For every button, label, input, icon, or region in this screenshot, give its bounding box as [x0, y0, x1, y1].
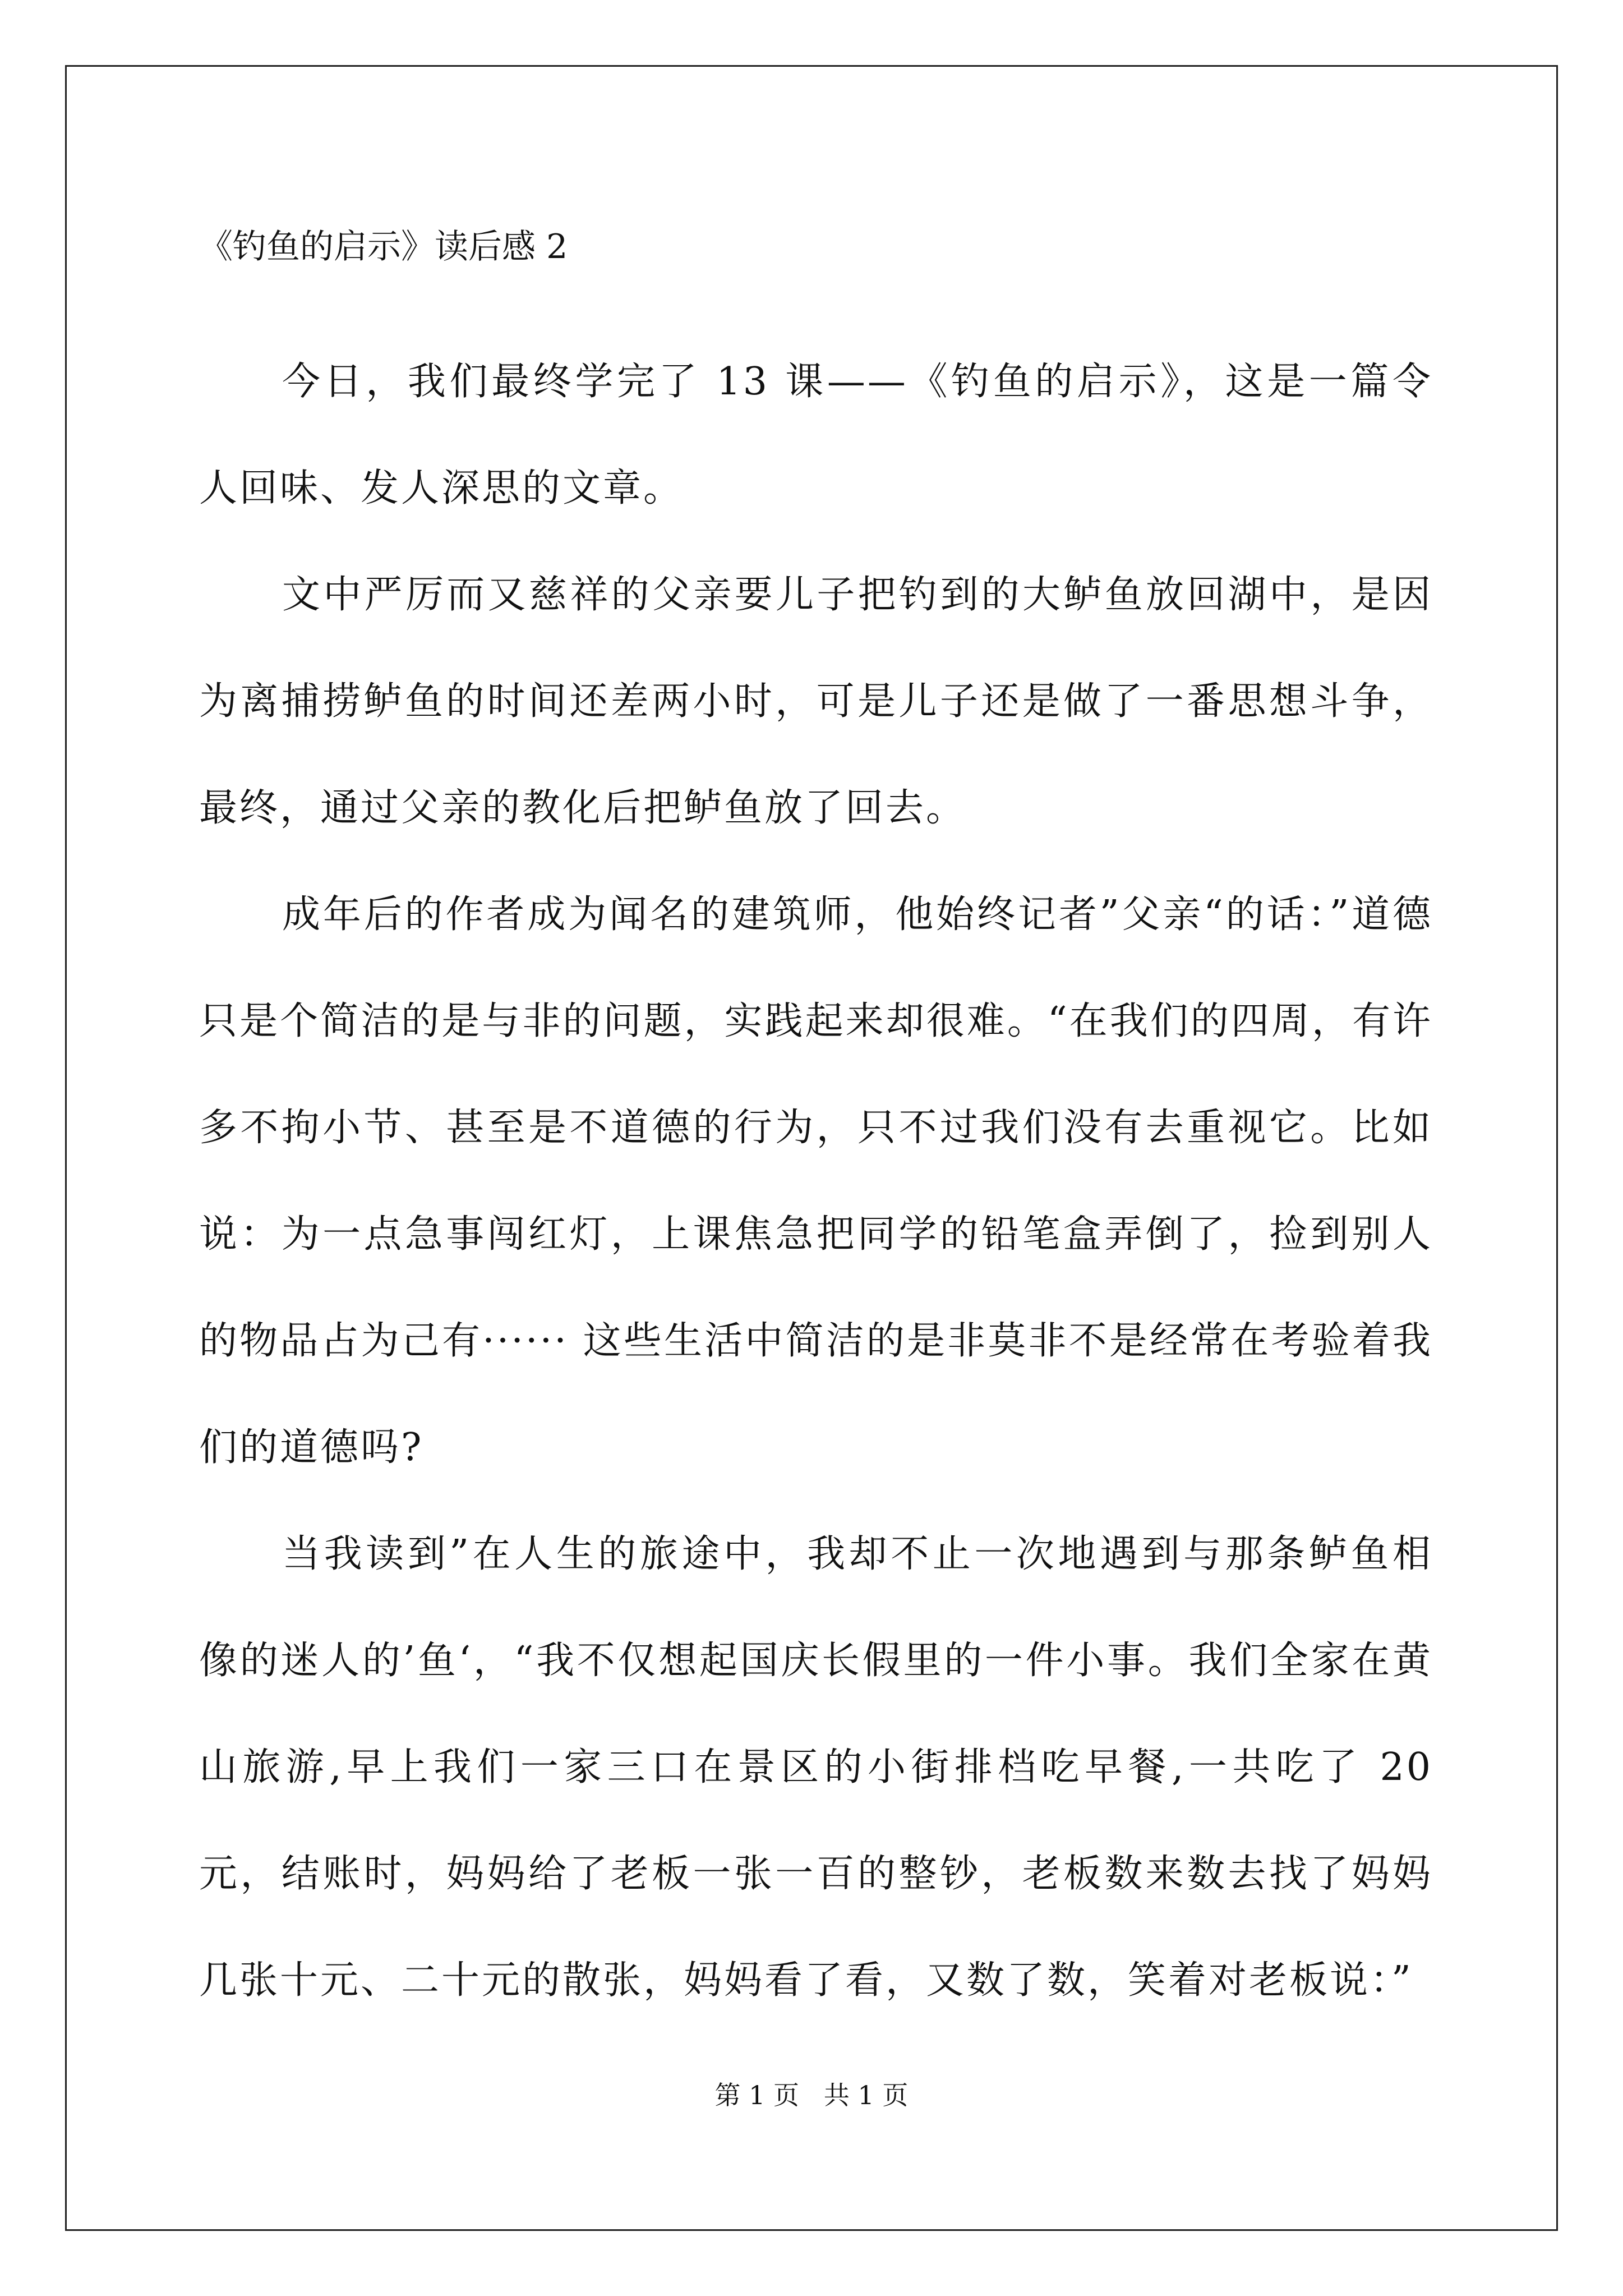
document-body	[199, 213, 1433, 2034]
document-title: 《钓鱼的启示》读后感 2	[199, 227, 568, 266]
paragraph-3: 成年后的作者成为闻名的建筑师，他始终记者”父亲“的话：”道德只是个简洁的是与非的问题，实践起来却很难。“在我们的四周，有许多不拘小节、甚至是不道德的行为，只不过我们没有去重视它。比如说：为一点急事闯红灯，上课焦急把同学的铅笔盒弄倒了，捡到别人的物品占为己有······ 这些生活中简洁的是非莫非不是经常在考验着我们的道德吗?	[199, 892, 1433, 1470]
paragraph-1: 今日，我们最终学完了 13 课——《钓鱼的启示》，这是一篇令人回味、发人深思的文章。	[199, 360, 1433, 510]
paragraph-2: 文中严厉而又慈祥的父亲要儿子把钓到的大鲈鱼放回湖中，是因为离捕捞鲈鱼的时间还差两小时，可是儿子还是做了一番思想斗争，最终，通过父亲的教化后把鲈鱼放了回去。	[199, 573, 1433, 830]
page-number-footer: 第 1 页 共 1 页	[714, 2080, 909, 2110]
paragraph-4: 当我读到”在人生的旅途中，我却不止一次地遇到与那条鲈鱼相像的迷人的’鱼‘，“我不仅想起国庆长假里的一件小事。我们全家在黄山旅游,早上我们一家三口在景区的小街排档吃早餐,一共吃了 20 元，结账时，妈妈给了老板一张一百的整钞，老板数来数去找了妈妈几张十元、二十元的散张，妈妈看了看，又数了数，笑着对老板说：”	[199, 1532, 1433, 2003]
